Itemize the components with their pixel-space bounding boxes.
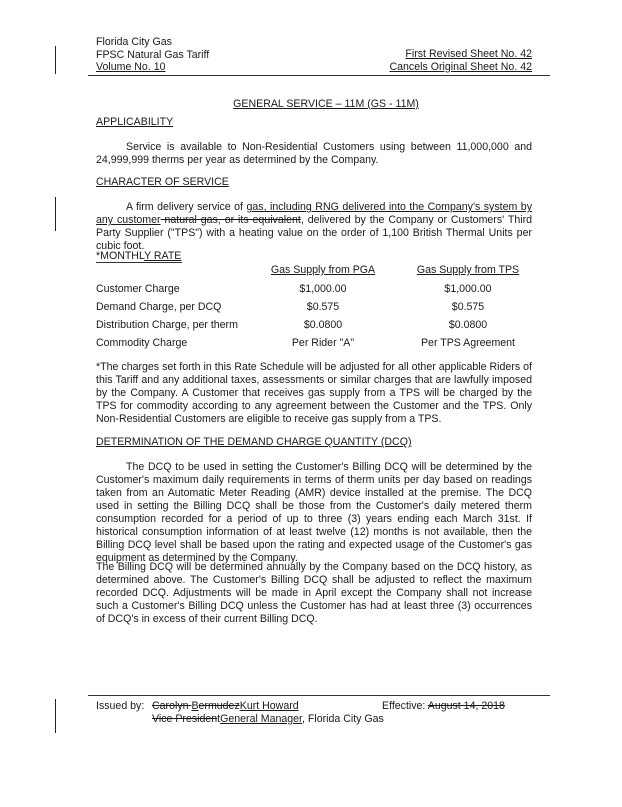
dcq-heading: DETERMINATION OF THE DEMAND CHARGE QUANTITY (DCQ) bbox=[96, 436, 412, 448]
dcq-paragraph-1: The DCQ to be used in setting the Customer's Billing DCQ will be determined by the Customer's maximum daily requirements in terms of therm units per day based on readings taken from an Automatic Meter Reading (AMR) device installed at the premise. The DCQ used in setting the Billing DCQ shall be those from the Customer's daily metered therm consumption recorded for a period of up to three (3) years ending each March 31st. If historical consumption information of at least twelve (12) months is not available, then the Billing DCQ level shall be based upon the rating and expected usage of the Customer's gas equipment as determined by the Company. bbox=[96, 461, 532, 564]
character-deleted: natural gas, or its equivalent bbox=[160, 214, 301, 226]
header-left bbox=[96, 36, 209, 74]
effective-label: Effective: bbox=[382, 700, 428, 712]
issued-by-name bbox=[152, 700, 299, 713]
new-name: Kurt Howard bbox=[239, 700, 299, 712]
title-mid: t bbox=[217, 713, 221, 725]
dcq-paragraph-2: The Billing DCQ will be determined annually by the Company based on the DCQ history, as determined above. The Customer's Billing DCQ shall be adjusted to reflect the maximum recorded DCQ. Adjustments will be made in April except the Company shall not increase such a Customer's Billing DCQ unless the Customer has had at least three (3) occurrences of DCQ's in excess of their current Billing DCQ. bbox=[96, 561, 532, 625]
revision-bar bbox=[55, 197, 56, 231]
character-inserted: gas, including RNG delivered into the Company's system by any customer bbox=[96, 201, 532, 226]
rate-label: Commodity Charge bbox=[96, 337, 188, 349]
issued-by-title bbox=[152, 713, 384, 726]
character-text bbox=[96, 201, 532, 253]
rate-tps: Per TPS Agreement bbox=[420, 337, 516, 349]
header-company: Florida City Gas bbox=[96, 36, 172, 48]
footer-company: , Florida City Gas bbox=[301, 713, 384, 725]
header-volume: Volume No. 10 bbox=[96, 61, 166, 73]
rate-tps: $1,000.00 bbox=[444, 283, 492, 295]
rate-tps: $0.575 bbox=[451, 301, 485, 313]
rate-tps: $0.0800 bbox=[448, 319, 488, 331]
rate-pga: $0.0800 bbox=[303, 319, 343, 331]
rate-pga: Per Rider "A" bbox=[291, 337, 355, 349]
revision-bar bbox=[55, 46, 56, 74]
monthly-rate-rest: Y RATE bbox=[144, 250, 182, 262]
header-tariff: FPSC Natural Gas Tariff bbox=[96, 48, 210, 61]
applicability-heading: APPLICABILITY bbox=[96, 116, 174, 128]
rate-label: Distribution Charge, per therm bbox=[96, 319, 238, 331]
header-right bbox=[389, 48, 532, 73]
character-heading: CHARACTER OF SERVICE bbox=[96, 176, 229, 188]
header-rule bbox=[88, 75, 550, 76]
header-sheet: First Revised Sheet No. 42 bbox=[405, 48, 532, 60]
rate-footnote: *The charges set forth in this Rate Schedule will be adjusted for all other applicable Riders of this Tariff and any additional taxes, assessments or similar charges that are lawfully imposed by the Company. A Customer that receives gas supply from a TPS will be charged by the TPS for commodity according to any agreement between the Customer and the TPS. Only Non-Residential Customers are eligible to receive gas supply from a TPS. bbox=[96, 361, 532, 425]
col-header-pga: Gas Supply from PGA bbox=[270, 264, 376, 276]
character-part1: A firm delivery service of bbox=[126, 201, 247, 213]
monthly-rate-mark: * bbox=[96, 250, 101, 262]
old-first-name: Carolyn bbox=[152, 700, 192, 712]
issued-by-label: Issued by: bbox=[96, 700, 145, 712]
footer-rule bbox=[88, 695, 550, 696]
old-title: Vice Presiden bbox=[152, 713, 218, 725]
header-cancels: Cancels Original Sheet No. 42 bbox=[389, 60, 532, 73]
monthly-rate-main: MONTHL bbox=[100, 250, 145, 262]
old-effective-date: August 14, 2018 bbox=[427, 700, 505, 712]
monthly-rate-underline bbox=[96, 262, 182, 263]
rate-pga: $0.575 bbox=[306, 301, 340, 313]
rate-label: Demand Charge, per DCQ bbox=[96, 301, 222, 313]
rate-label: Customer Charge bbox=[96, 283, 180, 295]
applicability-text: Service is available to Non-Residential Customers using between 11,000,000 and 24,999,999 therms per year as determined by the Company. bbox=[96, 141, 532, 166]
new-title: General Manager bbox=[220, 713, 302, 725]
old-last-name: ermudez bbox=[198, 700, 240, 712]
name-initial: B bbox=[191, 700, 199, 712]
revision-bar bbox=[55, 699, 56, 733]
col-header-tps: Gas Supply from TPS bbox=[416, 264, 520, 276]
effective-date bbox=[382, 700, 505, 713]
rate-pga: $1,000.00 bbox=[299, 283, 347, 295]
page-title: GENERAL SERVICE – 11M (GS - 11M) bbox=[233, 98, 419, 110]
character-part2: , delivered by the Company or Customers' Third Party Supplier ("TPS") with a heating value on the order of 1,100 British Thermal Units per cubic foot. bbox=[96, 214, 532, 252]
